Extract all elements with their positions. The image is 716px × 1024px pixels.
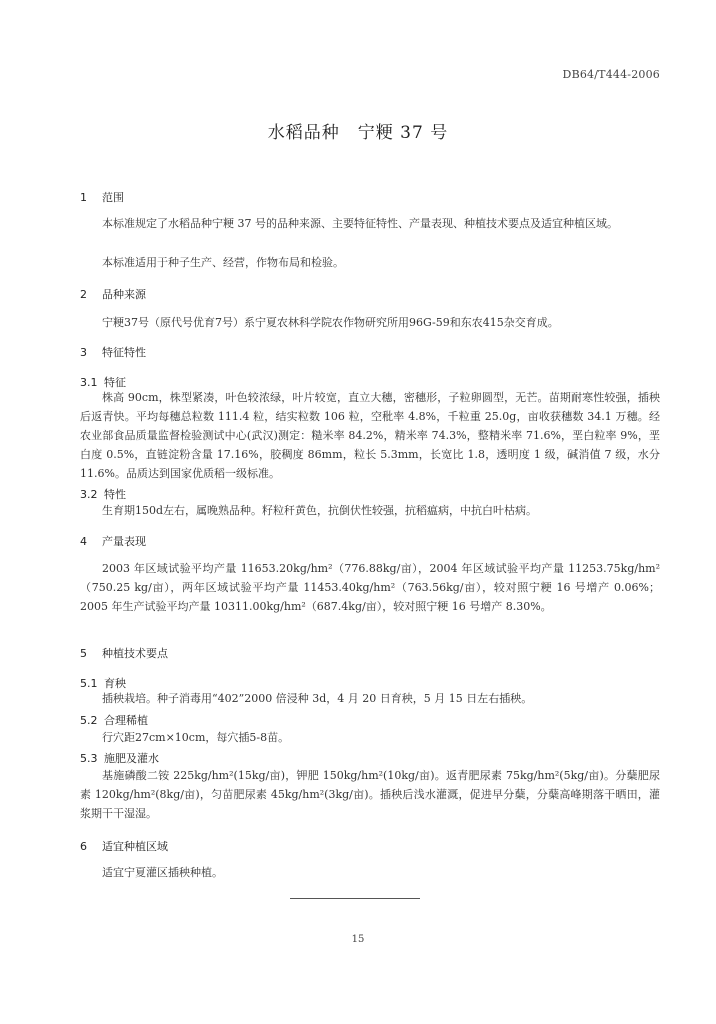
section-5-heading	[80, 645, 168, 661]
section-2-heading	[80, 286, 146, 302]
subsection-number: 3.2	[80, 488, 98, 501]
subsection-5-2-heading	[80, 712, 148, 728]
section-number: 3	[80, 346, 87, 359]
section-title: 种植技术要点	[102, 647, 168, 660]
subsection-number: 5.1	[80, 677, 98, 690]
section-title: 适宜种植区域	[102, 840, 168, 853]
section-2-paragraph-1: 宁粳37号（原代号优育7号）系宁夏农林科学院农作物研究所用96G-59和东农415杂交育成。	[102, 316, 559, 329]
section-number: 4	[80, 535, 87, 548]
subsection-title: 合理稀植	[104, 714, 148, 727]
section-4-paragraph-1: 2003 年区域试验平均产量 11653.20kg/hm²（776.88kg/亩），2004 年区域试验平均产量 11253.75kg/hm²（750.25 kg/亩），两年区域试验平均产量 11453.40kg/hm²（763.56kg/亩），较对照宁粳 16 号增产 0.06%；2005 年生产试验平均产量 10311.00kg/hm²（687.4kg/亩），较对照宁粳 16 号增产 8.30%。	[80, 562, 660, 613]
subsection-number: 3.1	[80, 376, 98, 389]
section-title: 特征特性	[102, 346, 146, 359]
subsection-5-3-paragraph: 基施磷酸二铵 225kg/hm²(15kg/亩)，钾肥 150kg/hm²(10kg/亩)。返青肥尿素 75kg/hm²(5kg/亩)。分蘖肥尿素 120kg/hm²(8kg/亩)，匀苗肥尿素 45kg/hm²(3kg/亩)。插秧后浅水灌溉，促进早分蘖，分蘖高峰期落干晒田，灌浆期干干湿湿。	[80, 769, 660, 820]
document-code: DB64/T444-2006	[562, 68, 660, 81]
subsection-3-2-heading	[80, 486, 126, 502]
section-number: 1	[80, 191, 87, 204]
subsection-title: 施肥及灌水	[104, 752, 159, 765]
subsection-title: 特性	[104, 488, 126, 501]
page-number: 15	[351, 934, 365, 945]
section-number: 6	[80, 840, 87, 853]
subsection-title: 育秧	[104, 677, 126, 690]
section-1-paragraph-2: 本标准适用于种子生产、经营，作物布局和检验。	[102, 256, 344, 269]
section-4-heading	[80, 533, 146, 549]
section-6-heading	[80, 838, 168, 854]
section-number: 5	[80, 647, 87, 660]
section-title: 范围	[102, 191, 124, 204]
section-6-paragraph-1: 适宜宁夏灌区插秧种植。	[102, 866, 223, 879]
section-title: 产量表现	[102, 535, 146, 548]
end-rule	[290, 898, 420, 899]
subsection-title: 特征	[104, 376, 126, 389]
subsection-5-1-paragraph: 插秧栽培。种子消毒用“402”2000 倍浸种 3d，4 月 20 日育秧，5 月 15 日左右插秧。	[102, 692, 533, 705]
subsection-5-3-heading	[80, 750, 159, 766]
subsection-number: 5.3	[80, 752, 98, 765]
section-title: 品种来源	[102, 288, 146, 301]
section-1-paragraph-1: 本标准规定了水稻品种宁粳 37 号的品种来源、主要特征特性、产量表现、种植技术要点及适宜种植区域。	[102, 217, 618, 230]
section-number: 2	[80, 288, 87, 301]
subsection-3-1-paragraph: 株高 90cm，株型紧凑，叶色较浓绿，叶片较宽，直立大穗，密穗形，子粒卵圆型，无芒。苗期耐寒性较强，插秧后返青快。平均每穗总粒数 111.4 粒，结实粒数 106 粒，空秕率 4.8%，千粒重 25.0g，亩收获穗数 34.1 万穗。经农业部食品质量监督检验测试中心(武汉)测定：糙米率 84.2%，精米率 74.3%，整精米率 71.6%，垩白粒率 9%，垩白度 0.5%，直链淀粉含量 17.16%，胶稠度 86mm，粒长 5.3mm，长宽比 1.8，透明度 1 级，碱消值 7 级，水分 11.6%。品质达到国家优质稻一级标准。	[80, 391, 660, 480]
section-3-heading	[80, 344, 146, 360]
subsection-5-2-paragraph: 行穴距27cm×10cm，每穴插5-8苗。	[102, 731, 290, 744]
subsection-number: 5.2	[80, 714, 98, 727]
subsection-3-2-paragraph: 生育期150d左右，属晚熟品种。籽粒秆黄色，抗倒伏性较强，抗稻瘟病，中抗白叶枯病。	[102, 504, 538, 517]
document-title: 水稻品种 宁粳 37 号	[267, 123, 449, 143]
section-1-heading	[80, 189, 124, 205]
